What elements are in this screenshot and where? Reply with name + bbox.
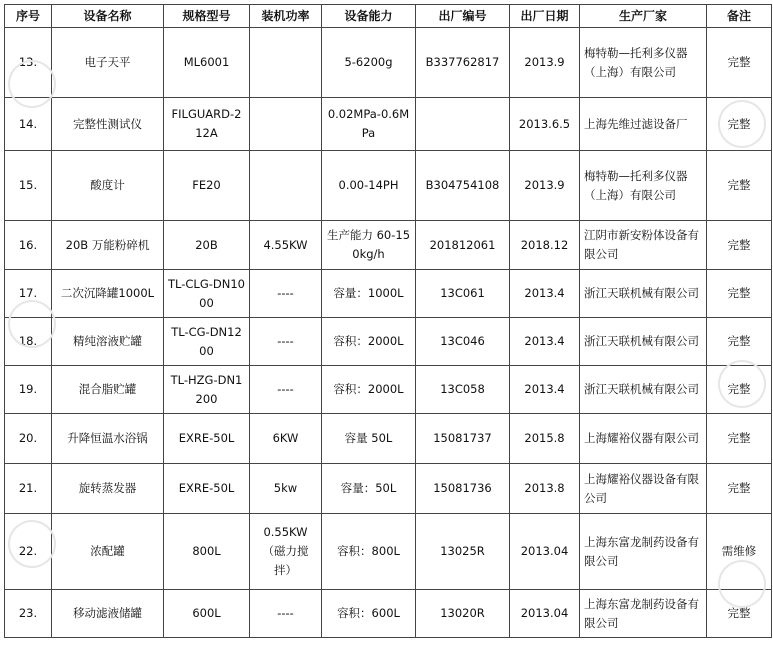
table-row xyxy=(5,151,772,221)
cell-capacity: 0.02MPa-0.6MPa xyxy=(322,98,416,151)
cell-no: 19. xyxy=(5,366,52,414)
cell-capacity: 0.00-14PH xyxy=(322,151,416,221)
cell-no: 18. xyxy=(5,318,52,366)
table-row xyxy=(5,366,772,414)
cell-no: 16. xyxy=(5,221,52,270)
cell-model: TL-CLG-DN1000 xyxy=(164,270,250,318)
cell-date: 2013.9 xyxy=(510,151,580,221)
cell-maker: 江阴市新安粉体设备有限公司 xyxy=(580,221,707,270)
cell-remark: 需维修 xyxy=(707,514,772,590)
table-row xyxy=(5,221,772,270)
cell-remark: 完整 xyxy=(707,590,772,638)
cell-remark: 完整 xyxy=(707,98,772,151)
cell-maker: 上海先维过滤设备厂 xyxy=(580,98,707,151)
header-serial: 出厂编号 xyxy=(416,5,510,28)
cell-power: ---- xyxy=(250,366,322,414)
cell-date: 2018.12 xyxy=(510,221,580,270)
cell-date: 2015.8 xyxy=(510,414,580,464)
cell-date: 2013.04 xyxy=(510,514,580,590)
table-row xyxy=(5,514,772,590)
cell-name: 混合脂贮罐 xyxy=(52,366,164,414)
cell-capacity: 容量：50L xyxy=(322,464,416,514)
header-row xyxy=(5,5,772,28)
cell-power: 4.55KW xyxy=(250,221,322,270)
cell-capacity: 容量 50L xyxy=(322,414,416,464)
cell-power: ---- xyxy=(250,270,322,318)
cell-power: 0.55KW（磁力搅拌） xyxy=(250,514,322,590)
cell-capacity: 容量：1000L xyxy=(322,270,416,318)
cell-name: 移动滤液储罐 xyxy=(52,590,164,638)
cell-name: 升降恒温水浴锅 xyxy=(52,414,164,464)
cell-maker: 梅特勒—托利多仪器（上海）有限公司 xyxy=(580,28,707,98)
cell-power xyxy=(250,98,322,151)
cell-date: 2013.4 xyxy=(510,318,580,366)
header-power: 装机功率 xyxy=(250,5,322,28)
cell-serial: 13C046 xyxy=(416,318,510,366)
cell-no: 15. xyxy=(5,151,52,221)
cell-remark: 完整 xyxy=(707,366,772,414)
cell-name: 精纯溶液贮罐 xyxy=(52,318,164,366)
cell-capacity: 容积：800L xyxy=(322,514,416,590)
header-maker: 生产厂家 xyxy=(580,5,707,28)
cell-power xyxy=(250,28,322,98)
table-row xyxy=(5,270,772,318)
cell-maker: 上海东富龙制药设备有限公司 xyxy=(580,514,707,590)
cell-name: 浓配罐 xyxy=(52,514,164,590)
cell-name: 二次沉降罐1000L xyxy=(52,270,164,318)
cell-remark: 完整 xyxy=(707,318,772,366)
cell-maker: 上海东富龙制药设备有限公司 xyxy=(580,590,707,638)
equipment-table xyxy=(4,4,772,638)
cell-name: 完整性测试仪 xyxy=(52,98,164,151)
cell-maker: 浙江天联机械有限公司 xyxy=(580,366,707,414)
cell-serial: 15081737 xyxy=(416,414,510,464)
cell-name: 电子天平 xyxy=(52,28,164,98)
cell-no: 14. xyxy=(5,98,52,151)
cell-maker: 上海耀裕仪器设备有限公司 xyxy=(580,464,707,514)
cell-model: FILGUARD-212A xyxy=(164,98,250,151)
cell-capacity: 生产能力 60-150kg/h xyxy=(322,221,416,270)
cell-no: 13. xyxy=(5,28,52,98)
cell-remark: 完整 xyxy=(707,414,772,464)
header-name: 设备名称 xyxy=(52,5,164,28)
header-remark: 备注 xyxy=(707,5,772,28)
table-row xyxy=(5,28,772,98)
cell-maker: 浙江天联机械有限公司 xyxy=(580,318,707,366)
table-row xyxy=(5,98,772,151)
cell-serial: 13020R xyxy=(416,590,510,638)
cell-no: 17. xyxy=(5,270,52,318)
cell-remark: 完整 xyxy=(707,464,772,514)
cell-date: 2013.8 xyxy=(510,464,580,514)
cell-serial: 201812061 xyxy=(416,221,510,270)
cell-power: ---- xyxy=(250,590,322,638)
cell-remark: 完整 xyxy=(707,270,772,318)
cell-serial xyxy=(416,98,510,151)
cell-power: 6KW xyxy=(250,414,322,464)
cell-serial: 13025R xyxy=(416,514,510,590)
cell-serial: B337762817 xyxy=(416,28,510,98)
header-date: 出厂日期 xyxy=(510,5,580,28)
cell-capacity: 容积：600L xyxy=(322,590,416,638)
cell-serial: B304754108 xyxy=(416,151,510,221)
cell-name: 酸度计 xyxy=(52,151,164,221)
cell-date: 2013.4 xyxy=(510,366,580,414)
cell-maker: 梅特勒—托利多仪器（上海）有限公司 xyxy=(580,151,707,221)
table-row xyxy=(5,590,772,638)
cell-model: FE20 xyxy=(164,151,250,221)
cell-power: ---- xyxy=(250,318,322,366)
cell-model: EXRE-50L xyxy=(164,414,250,464)
cell-date: 2013.9 xyxy=(510,28,580,98)
cell-model: EXRE-50L xyxy=(164,464,250,514)
cell-no: 20. xyxy=(5,414,52,464)
cell-power xyxy=(250,151,322,221)
table-row xyxy=(5,414,772,464)
cell-remark: 完整 xyxy=(707,151,772,221)
cell-name: 20B 万能粉碎机 xyxy=(52,221,164,270)
cell-model: TL-CG-DN1200 xyxy=(164,318,250,366)
cell-serial: 13C058 xyxy=(416,366,510,414)
table-row xyxy=(5,318,772,366)
header-model: 规格型号 xyxy=(164,5,250,28)
cell-maker: 上海耀裕仪器有限公司 xyxy=(580,414,707,464)
table-row xyxy=(5,464,772,514)
cell-capacity: 容积：2000L xyxy=(322,318,416,366)
cell-date: 2013.6.5 xyxy=(510,98,580,151)
cell-no: 21. xyxy=(5,464,52,514)
cell-power: 5kw xyxy=(250,464,322,514)
cell-remark: 完整 xyxy=(707,221,772,270)
cell-model: ML6001 xyxy=(164,28,250,98)
cell-capacity: 容积：2000L xyxy=(322,366,416,414)
header-no: 序号 xyxy=(5,5,52,28)
cell-maker: 浙江天联机械有限公司 xyxy=(580,270,707,318)
header-capacity: 设备能力 xyxy=(322,5,416,28)
cell-model: 20B xyxy=(164,221,250,270)
cell-no: 23. xyxy=(5,590,52,638)
cell-name: 旋转蒸发器 xyxy=(52,464,164,514)
cell-model: TL-HZG-DN1200 xyxy=(164,366,250,414)
cell-serial: 13C061 xyxy=(416,270,510,318)
cell-remark: 完整 xyxy=(707,28,772,98)
cell-serial: 15081736 xyxy=(416,464,510,514)
cell-model: 600L xyxy=(164,590,250,638)
cell-no: 22. xyxy=(5,514,52,590)
cell-date: 2013.04 xyxy=(510,590,580,638)
cell-model: 800L xyxy=(164,514,250,590)
cell-capacity: 5-6200g xyxy=(322,28,416,98)
cell-date: 2013.4 xyxy=(510,270,580,318)
